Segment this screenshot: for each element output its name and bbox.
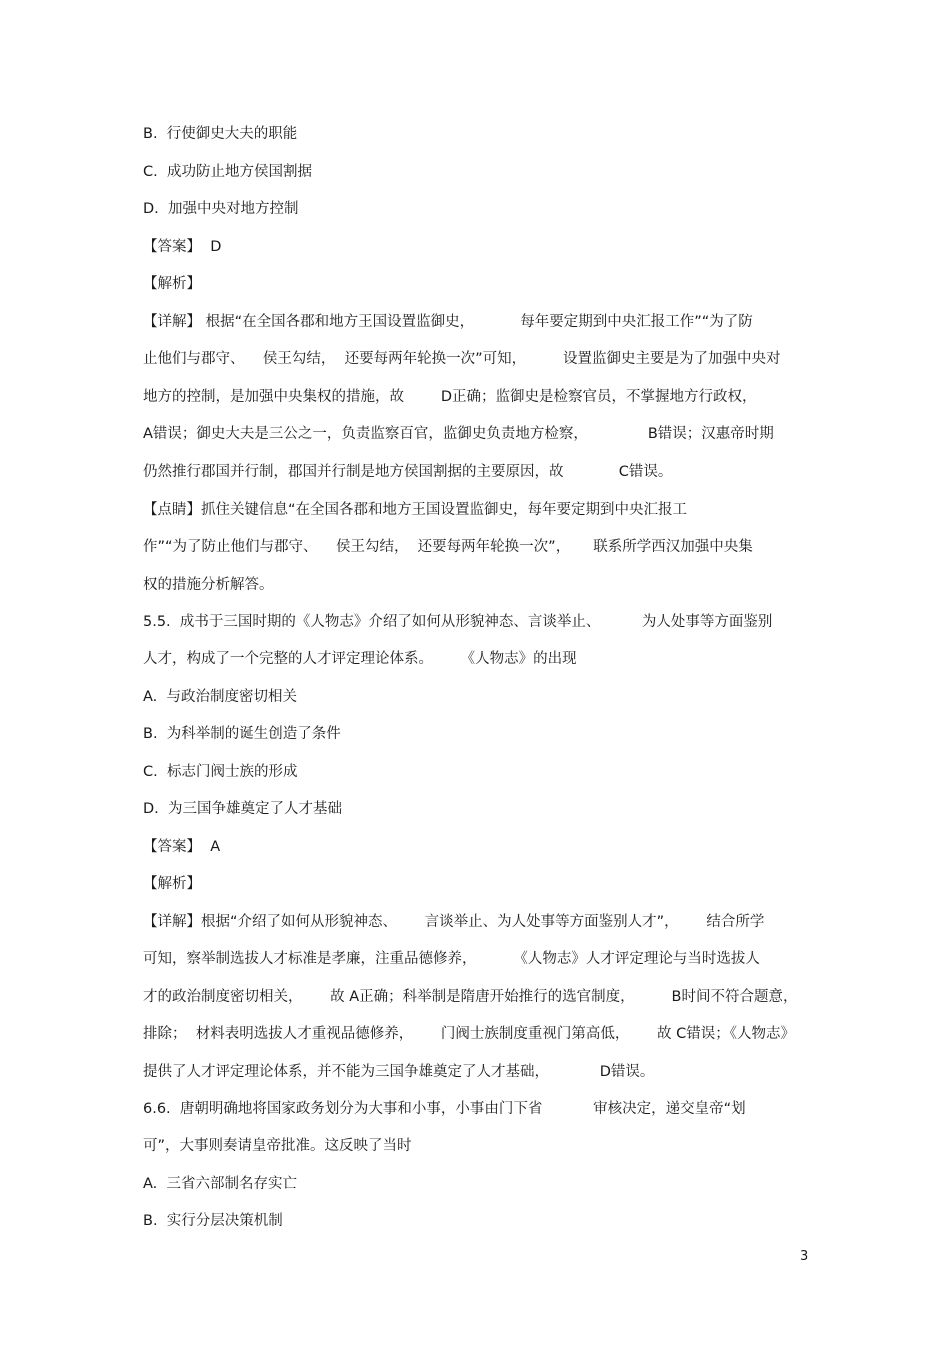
key-point-line: 作”“为了防止他们与郡守、 侯王勾结， 还要每两年轮换一次”， 联系所学西汉加强中央集	[143, 539, 753, 555]
analysis-heading: 【解析】	[143, 276, 201, 292]
explanation-line: 【详解】 根据“在全国各郡和地方王国设置监御史， 每年要定期到中央汇报工作”“为了防	[143, 314, 753, 330]
question-6-stem: 可”，大事则奏请皇帝批准。这反映了当时	[143, 1138, 412, 1154]
key-point-line: 【点睛】抓住关键信息“在全国各郡和地方王国设置监御史，每年要定期到中央汇报工	[143, 502, 688, 518]
explanation-line: 地方的控制，是加强中央集权的措施，故 D正确；监御史是检察官员，不掌握地方行政权，	[143, 389, 757, 405]
question-6-stem: 6.6. 唐朝明确地将国家政务划分为大事和小事，小事由门下省 审核决定，递交皇帝“划	[143, 1101, 746, 1117]
explanation-line: 止他们与郡守、 侯王勾结， 还要每两年轮换一次”可知， 设置监御史主要是为了加强中央对	[143, 351, 781, 367]
option-d-line: D. 为三国争雄奠定了人才基础	[143, 801, 342, 817]
explanation-line: 【详解】根据“介绍了如何从形貌神态、 言谈举止、为人处事等方面鉴别人才”， 结合所学	[143, 914, 765, 930]
option-c-line: C. 标志门阀士族的形成	[143, 764, 298, 780]
explanation-line: A错误；御史大夫是三公之一，负责监察百官，监御史负责地方检察， B错误；汉惠帝时期	[143, 426, 774, 442]
explanation-line: 可知，察举制选拔人才标准是孝廉，注重品德修养， 《人物志》人才评定理论与当时选拔人	[143, 951, 760, 967]
option-c-line: C. 成功防止地方侯国割据	[143, 164, 312, 180]
answer-line: 【答案】 A	[143, 839, 221, 855]
explanation-line: 排除； 材料表明选拔人才重视品德修养， 门阀士族制度重视门第高低， 故 C错误；《人物志》	[143, 1026, 796, 1042]
option-b-line: B. 实行分层决策机制	[143, 1213, 283, 1229]
option-a-line: A. 三省六部制名存实亡	[143, 1176, 297, 1192]
option-a-line: A. 与政治制度密切相关	[143, 689, 297, 705]
option-b-line: B. 为科举制的诞生创造了条件	[143, 726, 341, 742]
answer-line: 【答案】 D	[143, 239, 222, 255]
question-5-stem: 人才，构成了一个完整的人才评定理论体系。 《人物志》的出现	[143, 651, 577, 667]
option-d-line: D. 加强中央对地方控制	[143, 201, 299, 217]
explanation-line: 才的政治制度密切相关， 故 A正确；科举制是隋唐开始推行的选官制度， B时间不符合题意，	[143, 989, 798, 1005]
explanation-line: 仍然推行郡国并行制，郡国并行制是地方侯国割据的主要原因，故 C错误。	[143, 464, 673, 480]
page-number: 3	[800, 1249, 809, 1264]
option-b-line: B. 行使御史大夫的职能	[143, 126, 298, 142]
question-5-stem: 5.5. 成书于三国时期的《人物志》介绍了如何从形貌神态、言谈举止、 为人处事等方面鉴别	[143, 614, 773, 630]
key-point-line: 权的措施分析解答。	[143, 577, 274, 593]
analysis-heading: 【解析】	[143, 876, 201, 892]
explanation-line: 提供了人才评定理论体系，并不能为三国争雄奠定了人才基础， D错误。	[143, 1064, 655, 1080]
